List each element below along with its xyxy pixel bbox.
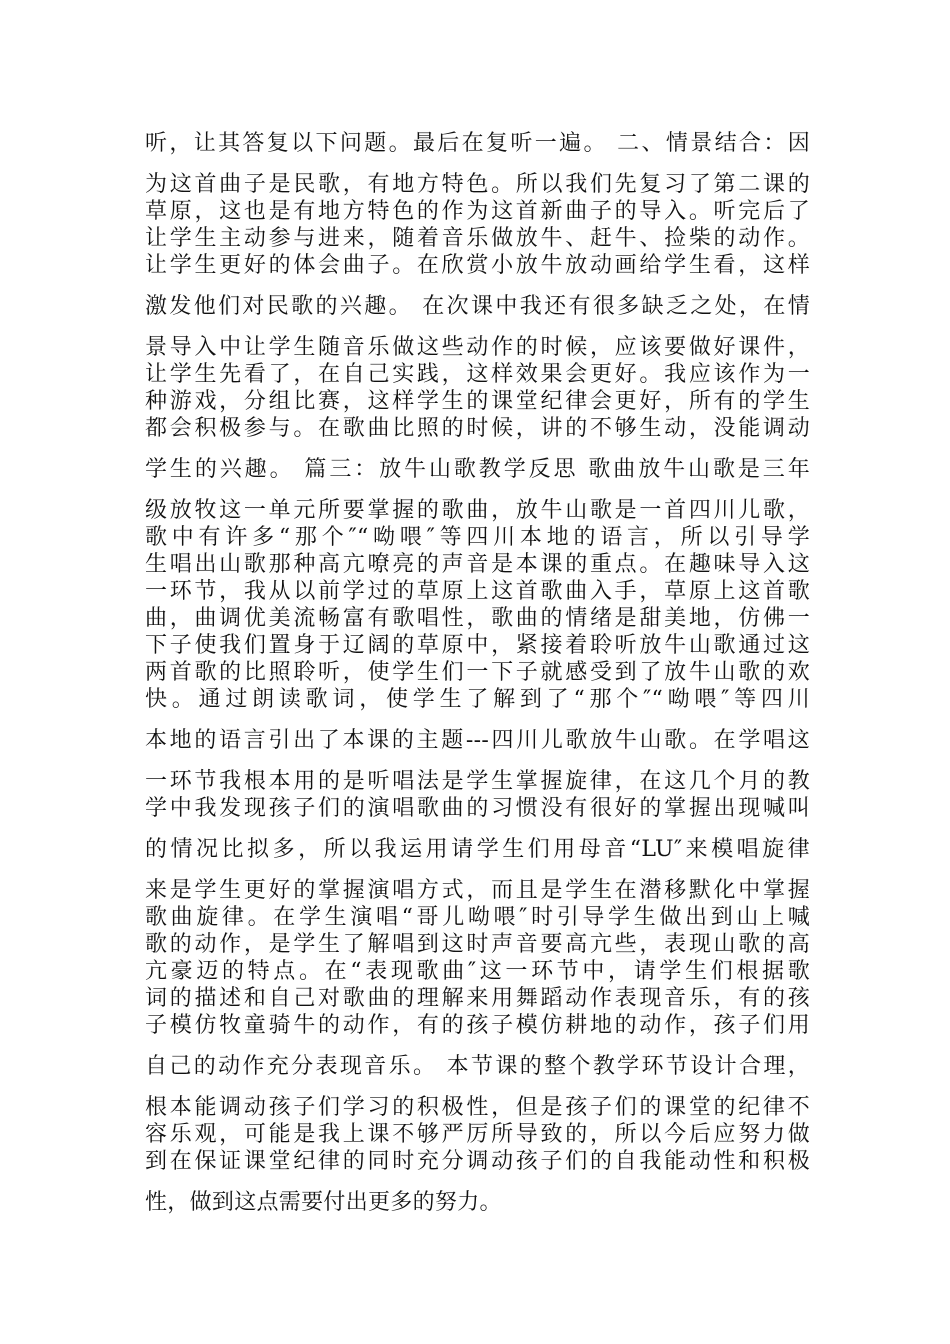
- text-line: 子模仿牧童骑牛的动作，有的孩子模仿耕地的动作，孩子们用: [145, 1013, 810, 1038]
- text-line: 自己的动作充分表现音乐。 本节课的整个教学环节设计合理，: [145, 1054, 810, 1079]
- text-line: 一环节，我从以前学过的草原上这首歌曲入手，草原上这首歌: [145, 579, 810, 604]
- text-line: 曲，曲调优美流畅富有歌唱性，歌曲的情绪是甜美地，仿佛一: [145, 606, 810, 631]
- text-line: 级放牧这一单元所要掌握的歌曲，放牛山歌是一首四川儿歌，: [145, 498, 810, 523]
- text-line: 为这首曲子是民歌，有地方特色。所以我们先复习了第二课的: [145, 172, 810, 197]
- text-line: 景导入中让学生随音乐做这些动作的时候，应该要做好课件，: [145, 335, 810, 360]
- text-line: 让学生先看了，在自己实践，这样效果会更好。我应该作为一: [145, 362, 810, 387]
- text-line: 让学生更好的体会曲子。在欣赏小放牛放动画给学生看，这样: [145, 253, 810, 278]
- text-line: 快。通过朗读歌词，使学生了解到了“那个″“呦喂″等四川: [145, 687, 810, 712]
- text-line: 学中我发现孩子们的演唱歌曲的习惯没有很好的掌握出现喊叫: [145, 796, 810, 821]
- body-text: [145, 130, 810, 1216]
- text-line: 下子使我们置身于辽阔的草原中，紧接着聆听放牛山歌通过这: [145, 633, 810, 658]
- text-line: 歌曲旋律。在学生演唱“哥儿呦喂″时引导学生做出到山上喊: [145, 905, 810, 930]
- text-line: 激发他们对民歌的兴趣。 在次课中我还有很多缺乏之处，在情: [145, 294, 810, 319]
- text-line: 到在保证课堂纪律的同时充分调动孩子们的自我能动性和积极: [145, 1149, 810, 1174]
- text-line: 两首歌的比照聆听，使学生们一下子就感受到了放牛山歌的欢: [145, 660, 810, 685]
- text-line: 听，让其答复以下问题。最后在复听一遍。 二、情景结合：因: [145, 131, 810, 156]
- text-line: 种游戏，分组比赛，这样学生的课堂纪律会更好，所有的学生: [145, 389, 810, 414]
- text-line: 让学生主动参与进来，随着音乐做放牛、赶牛、捡柴的动作。: [145, 226, 810, 251]
- text-line: 亢豪迈的特点。在“表现歌曲″这一环节中，请学生们根据歌: [145, 959, 810, 984]
- text-line: 容乐观，可能是我上课不够严厉所导致的，所以今后应努力做: [145, 1122, 810, 1147]
- text-line: 歌的动作，是学生了解唱到这时声音要高亢些，表现山歌的高: [145, 932, 810, 957]
- text-line: 本地的语言引出了本课的主题---四川儿歌放牛山歌。在学唱这: [145, 728, 810, 753]
- text-line: 学生的兴趣。 篇三：放牛山歌教学反思 歌曲放牛山歌是三年: [145, 457, 810, 482]
- text-line: 一环节我根本用的是听唱法是学生掌握旋律，在这几个月的教: [145, 769, 810, 794]
- text-line: 性，做到这点需要付出更多的努力。: [145, 1190, 502, 1215]
- text-line: 草原，这也是有地方特色的作为这首新曲子的导入。听完后了: [145, 199, 810, 224]
- text-line: 的情况比拟多，所以我运用请学生们用母音“LU″来模唱旋律: [145, 837, 810, 862]
- text-line: 来是学生更好的掌握演唱方式，而且是学生在潜移默化中掌握: [145, 878, 810, 903]
- text-line: 生唱出山歌那种高亢嘹亮的声音是本课的重点。在趣味导入这: [145, 552, 810, 577]
- text-line: 根本能调动孩子们学习的积极性，但是孩子们的课堂的纪律不: [145, 1095, 810, 1120]
- text-line: 都会积极参与。在歌曲比照的时候，讲的不够生动，没能调动: [145, 416, 810, 441]
- text-line: 歌中有许多“那个″“呦喂″等四川本地的语言，所以引导学: [145, 525, 810, 550]
- text-line: 词的描述和自己对歌曲的理解来用舞蹈动作表现音乐，有的孩: [145, 986, 810, 1011]
